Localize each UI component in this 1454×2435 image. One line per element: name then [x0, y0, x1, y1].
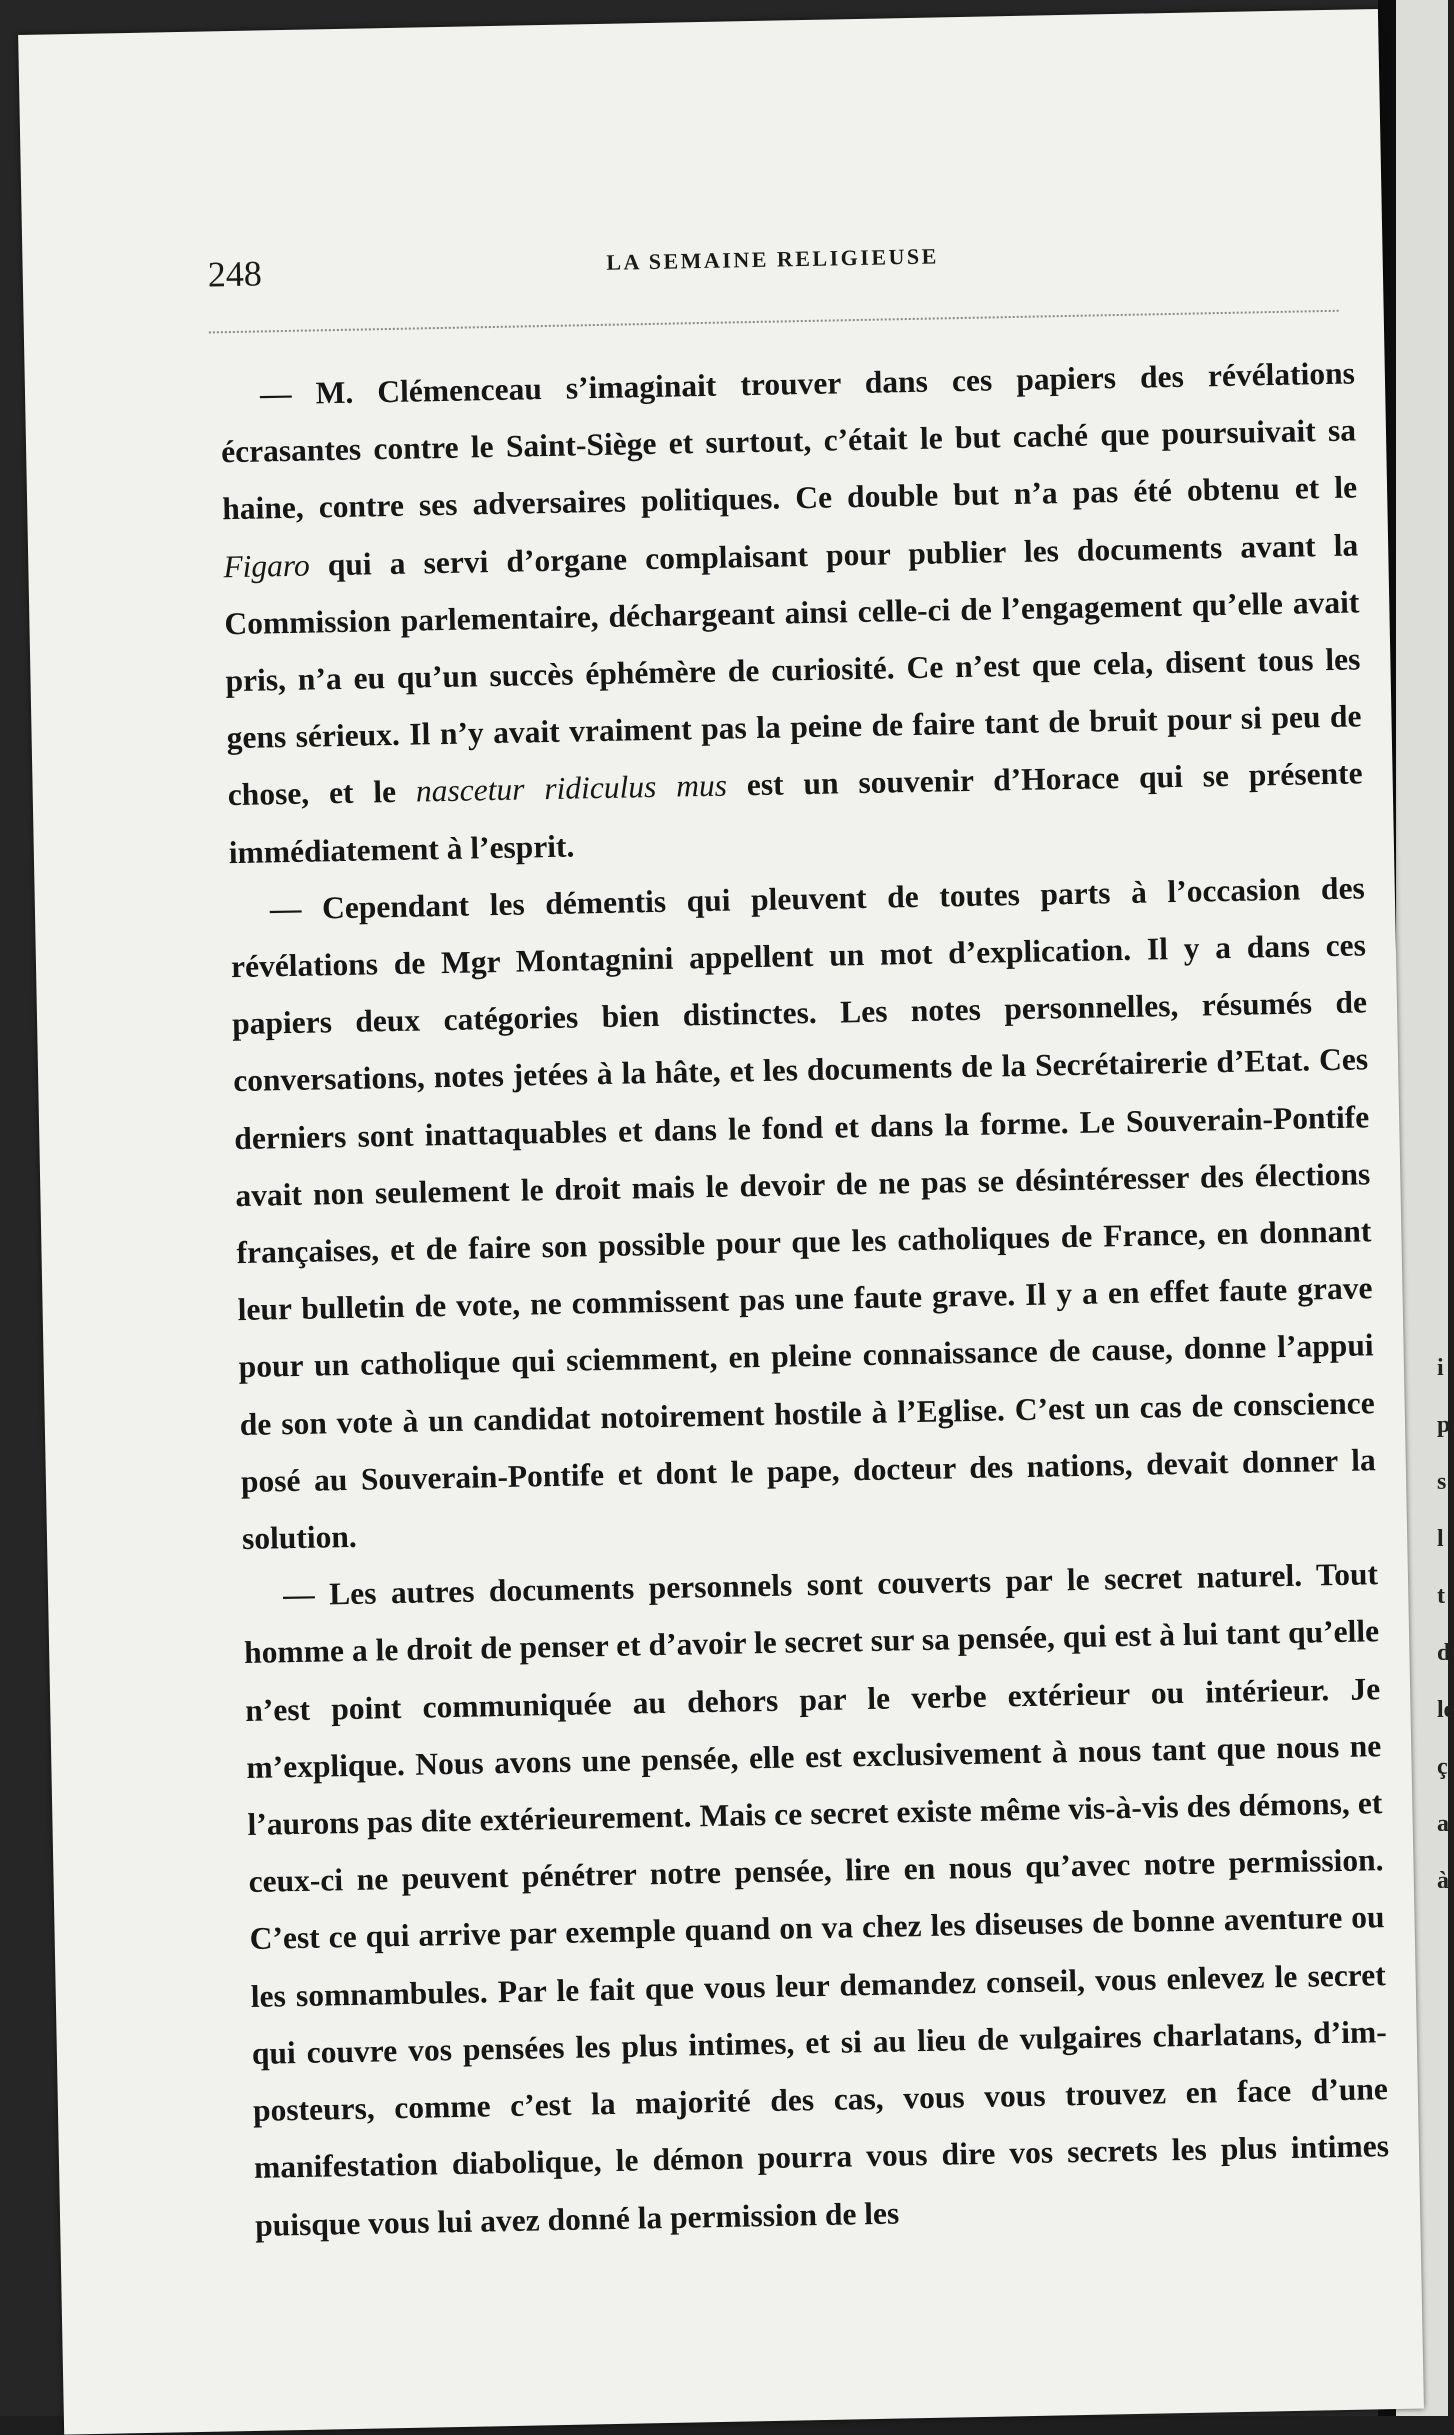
- neighbor-letter: i: [1437, 1355, 1444, 1381]
- neighbor-letter: à: [1437, 1868, 1449, 1894]
- italic-figaro: Figaro: [223, 547, 311, 584]
- neighbor-letter: d: [1437, 1640, 1451, 1666]
- paragraph-text: est un souvenir d’Horace qui se présente immédiatement à l’esprit.: [228, 755, 1363, 870]
- neighbor-letter: l: [1437, 1526, 1444, 1552]
- paragraph-secret: — Les autres documents personnels sont couverts par le secret naturel. Tout homme a le droit de penser et d’avoir le secret sur sa pensée, qui est à lui tant qu’elle n’est point communiquée au dehors par le verbe extérieur ou intérieur. Je m’explique. Nous avons une pensée, elle est exclusivement à nous tant que nous ne l’aurons pas dite extérieurement. Mais ce secret existe même vis-à-vis des démons, et ceux-ci ne peuvent pénétrer notre pensée, lire en nous qu’avec notre permission. C’est ce qui arrive par exemple quand on va chez les diseuses de bonne aventure ou les somnambules. Par le fait que vous leur demandez conseil, vous enlevez le secret qui couvre vos pensées les plus intimes, et si au lieu de vulgaires charlatans, d’imposteurs, comme c’est la majorité des cas, vous vous trouvez en face d’une manifestation diabolique, le démon pourra vous dire vos secrets les plus intimes puisque vous lui avez donné la permission de les: [243, 1556, 1390, 2243]
- paragraph-dementis: — Cependant les démentis qui pleuvent de toutes parts à l’occasion des révélations de Mgr Montagnini appellent un mot d’explication. Il y a dans ces papiers deux catégories bien distinctes. Les notes personnelles, résumés de conversations, notes jetées à la hâte, et les documents de la Secrétairerie d’Etat. Ces derniers sont inattaquables et dans le fond et dans la forme. Le Souverain-Pontife avait non seulement le droit mais le devoir de ne pas se désintéresser des élections françaises, et de faire son possible pour que les catholiques de France, en donnant leur bulletin de vote, ne commissent pas une faute grave. Il y a en effet faute grave pour un catholique qui sciemment, en pleine connaissance de cause, donne l’appui de son vote à un candidat notoirement hostile à l’Eglise. C’est un cas de conscience posé au Souverain-Pontife et dont le pape, docteur des nations, devait donner la solution.: [230, 870, 1377, 1557]
- page-header: [207, 232, 1338, 304]
- page-number: 248: [207, 253, 263, 295]
- header-divider: [209, 310, 1339, 334]
- neighbor-letter: s: [1437, 1469, 1447, 1495]
- neighbor-letter: ç: [1437, 1754, 1448, 1780]
- body-text: [220, 344, 1391, 2253]
- italic-latin-quote: nascetur ridiculus mus: [415, 768, 728, 809]
- neighbor-letter: p: [1437, 1412, 1451, 1438]
- paragraph-text: qui a servi d’organe complaisant pour publier les documents avant la Commission parlementaire, déchargeant ainsi celle-ci de l’engagement qu’elle avait pris, n’a eu qu’un succès éphémère de curiosité. Ce n’est que cela, disent tous les gens sérieux. Il n’y avait vraiment pas la peine de faire tant de bruit pour si peu de chose, et le: [224, 527, 1362, 813]
- neighbor-page-fragments: [1437, 1340, 1454, 1910]
- paragraph-clemenceau: [220, 344, 1365, 881]
- running-title: LA SEMAINE RELIGIEUSE: [606, 243, 940, 275]
- neighbor-letter: t: [1437, 1583, 1445, 1609]
- neighbor-letter: a: [1437, 1811, 1449, 1837]
- book-page: [18, 9, 1424, 2435]
- neighbor-letter: le: [1437, 1697, 1454, 1723]
- paragraph-text: — M. Clémenceau s’imaginait trouver dans ces papiers des révélations écrasantes contre le Saint-Siège et surtout, c’était le but caché que poursuivait sa haine, contre ses adversaires politiques. Ce double but n’a pas été obtenu et le: [220, 355, 1358, 527]
